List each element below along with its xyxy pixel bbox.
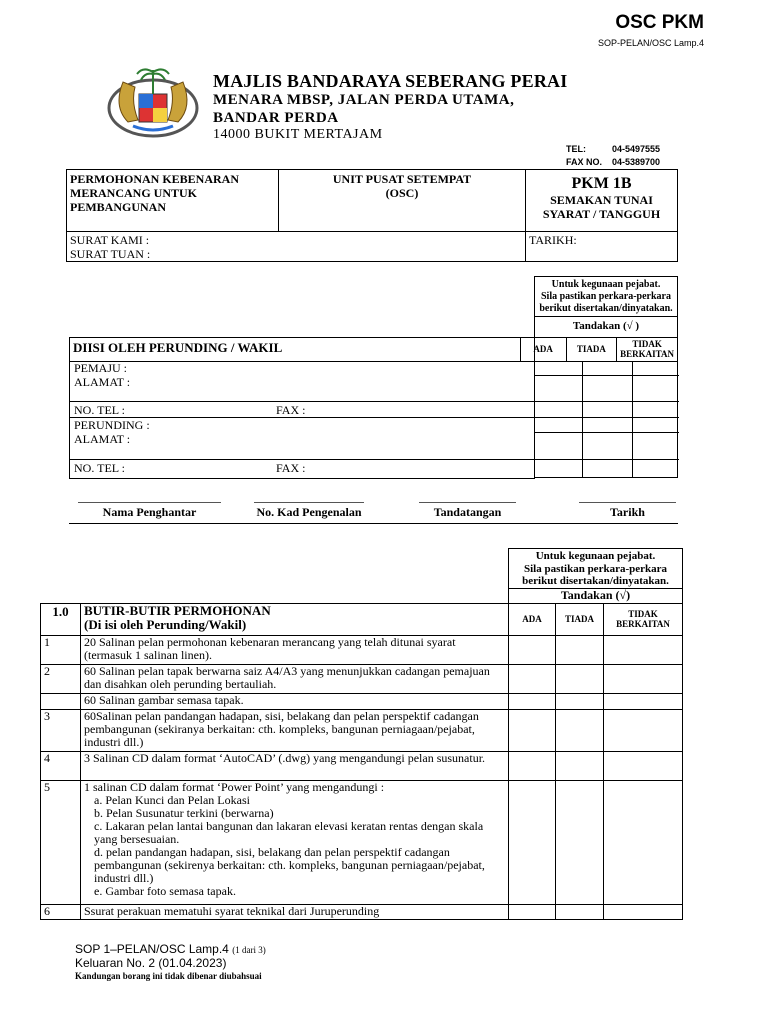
office-note-line3: berikut disertakan/dinyatakan.	[539, 303, 673, 314]
col-tidak-1	[617, 338, 678, 362]
table-row	[41, 905, 683, 920]
row-text: 60Salinan pelan pandangan hadapan, sisi, belakang dan pelan perspektif cadangan pembangunan (sekiranya berkaitan: cth. kompleks, bangunan perniagaan/pejabat, industri dll.)	[81, 710, 509, 752]
footer-sop: SOP 1–PELAN/OSC Lamp.4	[75, 942, 229, 956]
row-text: 60 Salinan pelan tapak berwarna saiz A4/A3 yang menunjukkan cadangan pemajuan dan disahkan oleh perunding bertauliah.	[81, 665, 509, 694]
sig-kad-pengenalan: No. Kad Pengenalan	[256, 505, 362, 519]
tick-tidak-berkaitan[interactable]	[604, 710, 683, 752]
title-box	[66, 169, 678, 262]
form-code-sub: SOP-PELAN/OSC Lamp.4	[597, 38, 704, 48]
col-tiada-2: TIADA	[556, 604, 604, 636]
org-name: MAJLIS BANDARAYA SEBERANG PERAI	[213, 71, 568, 91]
tick-tiada[interactable]	[556, 752, 604, 781]
col-ada-2: ADA	[509, 604, 556, 636]
office-note-1	[534, 276, 678, 317]
office-note2-line2: Sila pastikan perkara-perkara	[523, 562, 667, 575]
items-table	[40, 603, 683, 920]
row-text	[81, 781, 509, 905]
pemaju-label: PEMAJU :	[74, 361, 128, 375]
row-text: 60 Salinan gambar semasa tapak.	[81, 694, 509, 710]
footer-line-3: Kandungan borang ini tidak dibenar diubahsuai	[75, 971, 262, 981]
table-row	[41, 694, 683, 710]
tick-ada[interactable]	[509, 752, 556, 781]
surat-kami-label: SURAT KAMI :	[70, 233, 150, 247]
footer-line-2: Keluaran No. 2 (01.04.2023)	[75, 956, 227, 970]
council-crest-icon	[103, 62, 203, 142]
tick-ada[interactable]	[509, 636, 556, 665]
r5-e: e. Gambar foto semasa tapak.	[94, 884, 236, 898]
tandakan-2: Tandakan (√)	[508, 588, 683, 604]
notel-label-1: NO. TEL :	[74, 403, 125, 417]
tick-ada[interactable]	[509, 710, 556, 752]
table-row	[41, 781, 683, 905]
col-ada-1: ADA	[520, 338, 566, 362]
table-row	[41, 636, 683, 665]
row-num: 5	[41, 781, 81, 905]
tick-tidak-berkaitan[interactable]	[604, 665, 683, 694]
sig-nama-penghantar: Nama Penghantar	[102, 505, 197, 519]
table-row	[41, 665, 683, 694]
section-num: 1.0	[41, 604, 81, 636]
sig-tarikh: Tarikh	[610, 505, 645, 519]
alamat-label-2: ALAMAT :	[74, 432, 131, 446]
pkm-sub-1: SEMAKAN TUNAI	[550, 193, 653, 207]
notel-label-2: NO. TEL :	[74, 461, 125, 475]
row-text: 20 Salinan pelan permohonan kebenaran merancang yang telah ditunai syarat (termasuk 1 salinan linen).	[81, 636, 509, 665]
tick-tidak-berkaitan[interactable]	[604, 752, 683, 781]
office-note-line2: Sila pastikan perkara-perkara	[540, 291, 671, 302]
perunding-label: PERUNDING :	[74, 418, 150, 432]
row-text: 3 Salinan CD dalam format ‘AutoCAD’ (.dwg) yang mengandungi pelan susunatur.	[81, 752, 509, 781]
berkaitan-label-2: BERKAITAN	[616, 619, 670, 629]
alamat-label-1: ALAMAT :	[74, 375, 131, 389]
surat-refs	[67, 232, 526, 262]
row-num-empty	[41, 694, 81, 710]
section-title-2: (Di isi oleh Perunding/Wakil)	[84, 617, 247, 632]
tick-tiada[interactable]	[556, 710, 604, 752]
address-line-3: 14000 BUKIT MERTAJAM	[213, 127, 383, 142]
row-num: 6	[41, 905, 81, 920]
tick-ada[interactable]	[509, 905, 556, 920]
r5-main: 1 salinan CD dalam format ‘Power Point’ yang mengandungi :	[84, 780, 385, 794]
consultant-table	[69, 337, 678, 362]
row-num: 4	[41, 752, 81, 781]
fax-label: FAX NO.	[566, 157, 603, 167]
r5-d: d. pelan pandangan hadapan, sisi, belakang dan pelan perspektif cadangan pembangunan (sekirenya berkaitan: cth. kompleks, bangunan perniagaan/pejabat, industri dll.)	[94, 845, 485, 885]
tick-ada[interactable]	[509, 694, 556, 710]
pkm-code: PKM 1B	[571, 175, 632, 192]
consultant-fields	[69, 361, 535, 479]
r5-c: c. Lakaran pelan lantai bangunan dan lakaran elevasi keratan rentas dengan skala yang bersesuaian.	[94, 819, 484, 846]
tick-tidak-berkaitan[interactable]	[604, 694, 683, 710]
r5-b: b. Pelan Susunatur terkini (berwarna)	[94, 806, 274, 820]
surat-tuan-label: SURAT TUAN :	[70, 247, 151, 261]
title-mid	[279, 170, 526, 232]
title-mid-1: UNIT PUSAT SETEMPAT	[332, 172, 472, 186]
tick-tiada[interactable]	[556, 781, 604, 905]
fax-label-1: FAX :	[276, 403, 306, 417]
footer-page: (1 dari 3)	[232, 945, 266, 955]
form-code-title: OSC PKM	[615, 12, 704, 33]
consultant-tick-grid	[534, 361, 678, 478]
tick-tidak-berkaitan[interactable]	[604, 636, 683, 665]
tidak-label-2: TIDAK	[628, 609, 658, 619]
fax-value: 04-5389700	[612, 157, 661, 167]
tick-ada[interactable]	[509, 665, 556, 694]
tel-value: 04-5497555	[612, 144, 661, 154]
office-note2-line3: berikut disertakan/dinyatakan.	[522, 575, 669, 587]
row-text: Ssurat perakuan mematuhi syarat teknikal dari Juruperunding	[81, 905, 509, 920]
sig-tandatangan: Tandatangan	[433, 505, 502, 519]
fax-label-2: FAX :	[276, 461, 306, 475]
row-num: 2	[41, 665, 81, 694]
table-row	[41, 710, 683, 752]
pkm-sub-2: SYARAT / TANGGUH	[542, 207, 661, 221]
office-note-2	[508, 548, 683, 589]
tidak-label: TIDAK	[632, 339, 662, 349]
address-line-1: MENARA MBSP, JALAN PERDA UTAMA,	[213, 92, 515, 108]
footer-line-1	[75, 942, 266, 956]
table-row	[41, 752, 683, 781]
consultant-heading: DIISI OLEH PERUNDING / WAKIL	[70, 338, 520, 362]
office-note-line1: Untuk kegunaan pejabat.	[551, 279, 661, 290]
tick-tidak-berkaitan[interactable]	[604, 905, 683, 920]
tel-label: TEL:	[566, 144, 586, 154]
tick-tiada[interactable]	[556, 665, 604, 694]
tick-ada[interactable]	[509, 781, 556, 905]
tick-tiada[interactable]	[556, 636, 604, 665]
title-mid-2: (OSC)	[385, 186, 419, 200]
tarikh-label: TARIKH:	[526, 232, 678, 262]
title-left: PERMOHONAN KEBENARAN MERANCANG UNTUK PEMBANGUNAN	[67, 170, 279, 232]
tick-tiada[interactable]	[556, 905, 604, 920]
title-right	[526, 170, 678, 232]
r5-a: a. Pelan Kunci dan Pelan Lokasi	[94, 793, 250, 807]
tandakan-1: Tandakan (√ )	[534, 316, 678, 338]
col-tiada-1: TIADA	[566, 338, 616, 362]
row-num: 3	[41, 710, 81, 752]
tick-tiada[interactable]	[556, 694, 604, 710]
tick-tidak-berkaitan[interactable]	[604, 781, 683, 905]
berkaitan-label: BERKAITAN	[620, 349, 674, 359]
office-note2-line1: Untuk kegunaan pejabat.	[535, 550, 656, 562]
section-title-1: BUTIR-BUTIR PERMOHONAN	[84, 603, 271, 618]
address-line-2: BANDAR PERDA	[213, 110, 339, 126]
col-tidak-2	[604, 604, 683, 636]
section-title	[81, 604, 509, 636]
row-num: 1	[41, 636, 81, 665]
